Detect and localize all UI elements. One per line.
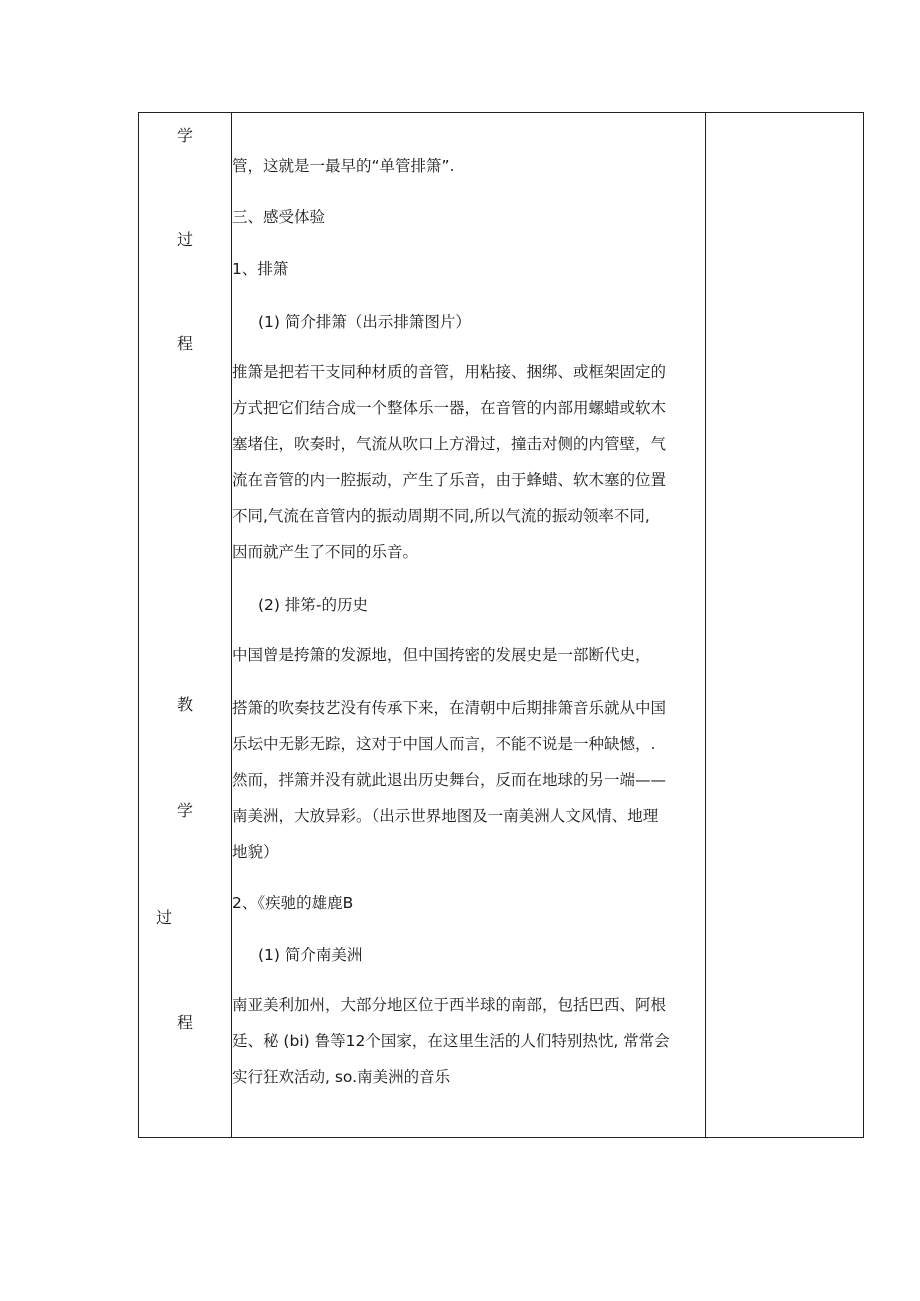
- item-heading: (1) 简介南美洲: [258, 946, 363, 964]
- paragraph-line: 乐坛中无影无踪，这对于中国人而言，不能不说是一种缺憾，.: [232, 735, 656, 753]
- paragraph-line: 推箫是把若干支同种材质的音管，用粘接、捆绑、或框架固定的: [232, 363, 667, 381]
- paragraph-line: 不同,气流在音管内的振动周期不同,所以气流的振动领率不同,: [232, 507, 650, 525]
- paragraph-line: 南亚美利加州，大部分地区位于西半球的南部，包括巴西、阿根: [232, 996, 667, 1014]
- paragraph-line: 实行狂欢活动, so.南美洲的音乐: [232, 1068, 451, 1086]
- paragraph-line: 塞堵住，吹奏时，气流从吹口上方滑过，撞击对侧的内管壁，气: [232, 435, 667, 453]
- paragraph-line: 搭箫的吹奏技艺没有传承下来，在清朝中后期排箫音乐就从中国: [232, 699, 667, 717]
- paragraph-line: 中国曾是挎箫的发源地，但中国挎密的发展史是一部断代史，: [232, 646, 651, 664]
- paragraph-line: 方式把它们结合成一个整体乐一器，在音管的内部用螺蜡或软木: [232, 399, 667, 417]
- left-column-char: 学: [177, 126, 194, 145]
- subsection-heading: 1、排箫: [232, 260, 289, 278]
- section-heading: 三、感受体验: [232, 208, 326, 226]
- paragraph-line: 然而，拌箫并没有就此退出历史舞台，反而在地球的另一端——: [232, 771, 667, 789]
- paragraph-line: 廷、秘 (bi) 鲁等12个国家，在这里生活的人们特别热忱, 常常会: [232, 1032, 670, 1050]
- left-column-char: 程: [177, 1013, 194, 1032]
- item-heading: (2) 排笫-的历史: [258, 596, 368, 614]
- left-column-char: 程: [177, 334, 194, 353]
- paragraph-line: 地貌）: [232, 843, 279, 861]
- content-line: 管，这就是一最早的“单管排箫”.: [232, 157, 455, 175]
- left-column-char: 过: [177, 230, 194, 249]
- paragraph-line: 南美洲，大放异彩。（出示世界地图及一南美洲人文风情、地理: [232, 807, 659, 825]
- left-column-char: 过: [156, 908, 173, 927]
- left-column-char: 学: [177, 801, 194, 820]
- column-divider-right: [705, 113, 706, 1137]
- paragraph-line: 因而就产生了不同的乐音。: [232, 543, 419, 561]
- paragraph-line: 流在音管的内一腔振动，产生了乐音，由于蜂蜡、软木塞的位置: [232, 471, 667, 489]
- subsection-heading: 2、《疾驰的雄鹿B: [232, 894, 354, 912]
- item-heading: (1) 简介排箫（出示排箫图片）: [258, 313, 471, 331]
- left-column-char: 教: [177, 695, 194, 714]
